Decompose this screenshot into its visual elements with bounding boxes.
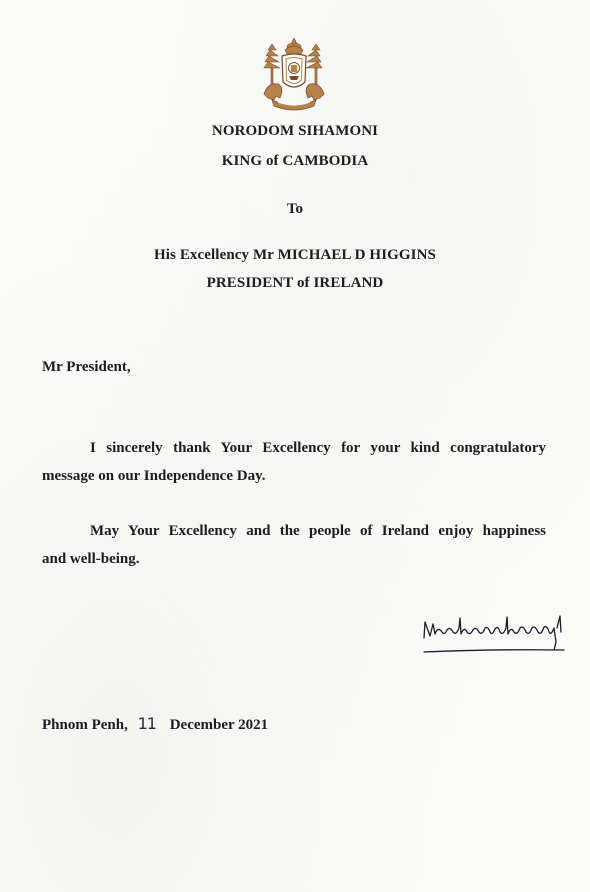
month-year: December 2021 <box>169 717 269 733</box>
recipient-title: PRESIDENT of IRELAND <box>206 275 384 291</box>
recipient-name: His Excellency Mr MICHAEL D HIGGINS <box>154 247 436 263</box>
salutation: Mr President, <box>42 359 131 375</box>
sender-title: KING of CAMBODIA <box>221 153 369 169</box>
place: Phnom Penh, <box>42 717 128 733</box>
date-line <box>42 714 268 734</box>
paragraph-2-line-1: May Your Excellency and the people of Ireland enjoy happiness <box>90 523 546 539</box>
handwritten-day: 11 <box>137 714 156 733</box>
paragraph-1-line-1: I sincerely thank Your Excellency for your kind congratulatory <box>90 440 546 456</box>
signature <box>420 612 568 658</box>
paragraph-1-line-2: message on our Independence Day. <box>42 468 266 484</box>
to-label: To <box>286 201 304 217</box>
paragraph-2-line-2: and well-being. <box>42 551 140 567</box>
sender-name: NORODOM SIHAMONI <box>211 123 379 139</box>
royal-crest-icon <box>258 36 330 114</box>
